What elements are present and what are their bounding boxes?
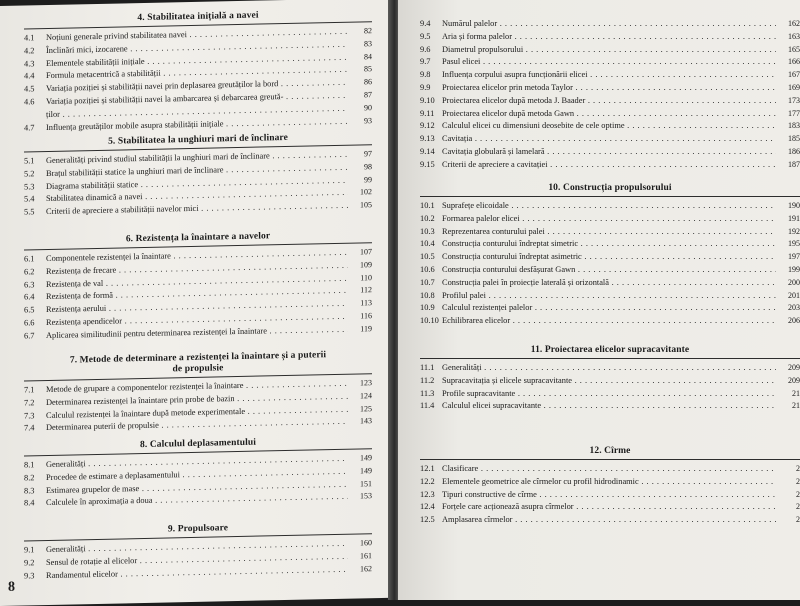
toc-entry-number: 9.4: [420, 19, 431, 28]
toc-entry-page: 85: [364, 64, 372, 74]
left-page: [0, 0, 392, 606]
toc-entry-title: Rezistența de val . . .: [46, 272, 348, 291]
toc-entry-number: 10.3: [420, 226, 435, 236]
toc-entry-page: 84: [364, 51, 372, 61]
toc-entry-number: 9.5: [420, 31, 431, 41]
toc-entry-page: 190: [788, 201, 800, 210]
toc-entry-number: 12.5: [420, 515, 435, 525]
toc-entry-page: 161: [360, 551, 372, 561]
toc-entry-number: 9.3: [24, 570, 35, 581]
toc-entry-page: 199: [788, 264, 800, 274]
toc-entry-title: Proiectarea elicelor prin metoda Taylor . . .: [442, 82, 776, 95]
toc-entry-title: Aplicarea similitudinii pentru determinarea rezistenței la înaintare . . .: [46, 323, 348, 342]
toc-entry-number: 4.5: [24, 84, 35, 94]
toc-entry-title: Metode de grupare a componentelor rezistenței la înaintare . . .: [46, 378, 348, 397]
toc-entry: [420, 120, 800, 133]
toc-entry-title: Proiectarea elicelor după metoda J. Baader . . .: [442, 95, 776, 108]
toc-entry: [420, 146, 800, 159]
toc-entry-page: 124: [360, 391, 372, 401]
toc-entry: [420, 290, 800, 303]
toc-entry-number: 6.4: [24, 292, 35, 302]
section-heading-continued: de propulsie: [172, 363, 224, 375]
toc-entry-number: 10.2: [420, 213, 435, 223]
toc-entry-page: 86: [364, 77, 372, 87]
toc-entry: [420, 56, 800, 69]
toc-entry: [420, 200, 800, 213]
toc-entry-number: 6.2: [24, 267, 35, 277]
toc-entry-page: 151: [360, 478, 372, 489]
toc-entry-number: 5.3: [24, 181, 35, 192]
toc-entry-title: Calculul elicei supracavitante . . .: [442, 400, 776, 413]
toc-entry: [420, 226, 800, 239]
toc-entry-number: 8.2: [24, 473, 35, 483]
toc-entry-page: 123: [360, 378, 372, 388]
toc-entry: [420, 108, 800, 121]
toc-entry-number: 4.1: [24, 33, 35, 43]
toc-entry-number: 9.14: [420, 146, 435, 156]
toc-entry-number: 9.10: [420, 95, 435, 105]
toc-entry-page: 192: [788, 226, 800, 236]
toc-entry-title: Clasificare . . .: [442, 463, 776, 476]
toc-entry-page: 83: [364, 39, 372, 49]
toc-entry: [420, 95, 800, 108]
toc-entry-page: 173: [788, 95, 800, 105]
toc-section: [420, 345, 800, 413]
toc-entry: [420, 251, 800, 264]
toc-entry-page: 2: [796, 515, 800, 525]
toc-entry-page: 119: [360, 323, 372, 334]
toc-entry-title: Formarea palelor elicei . . .: [442, 213, 776, 226]
toc-entry-page: 2: [796, 502, 800, 512]
toc-entry-page: 110: [360, 272, 372, 283]
toc-entry-number: 7.1: [24, 385, 35, 395]
toc-entry-title: Variația poziției și stabilității navei prin deplasarea greutăților la bord . . .: [46, 77, 348, 96]
toc-section: [24, 8, 372, 135]
toc-entry-title: Elementele stabilității inițiale . . .: [46, 51, 348, 70]
toc-entry-title: Determinarea rezistenței la înaintare prin probe de bazin . . .: [46, 391, 348, 410]
toc-entry-title: Calculul rezistenței palelor . . .: [442, 302, 776, 315]
toc-entry-title: Estimarea grupelor de mase . . .: [46, 478, 348, 497]
toc-entry-number: 11.2: [420, 375, 435, 385]
toc-entry-number: 6.3: [24, 279, 35, 290]
toc-entry-title: Calculul elicei cu dimensiuni deosebite de cele optime . . .: [442, 120, 776, 133]
toc-entry-page: 21: [792, 401, 800, 411]
toc-entry: [420, 362, 800, 375]
toc-entry-number: 9.2: [24, 558, 35, 568]
section-rule: [420, 459, 800, 460]
toc-entry-number: 10.4: [420, 239, 435, 249]
toc-section: [420, 183, 800, 328]
toc-entry-title: Generalități . . .: [46, 453, 348, 472]
toc-entry: [420, 159, 800, 172]
toc-entry-page: 90: [364, 102, 372, 113]
toc-entry-number: 4.2: [24, 46, 35, 56]
toc-entry-title: Forțele care acționează asupra cîrmelor . . .: [442, 501, 776, 514]
toc-entry-page: 177: [788, 108, 800, 118]
toc-entry: [420, 277, 800, 290]
toc-entry-number: 10.6: [420, 264, 435, 274]
toc-entry-page: 149: [360, 453, 372, 463]
toc-entry: [420, 302, 800, 315]
toc-entry-number: 12.3: [420, 489, 435, 499]
toc-entry-page: 206: [788, 316, 800, 326]
section-heading: 8. Calculul deplasamentului: [140, 437, 256, 451]
toc-entry-number: 10.1: [420, 201, 435, 210]
toc-entry-title-continued: ților . . .: [46, 102, 348, 121]
toc-entry-number: 12.4: [420, 502, 435, 512]
toc-entry-number: 6.5: [24, 305, 35, 315]
toc-entry: [420, 463, 800, 476]
toc-entry-number: 9.1: [24, 545, 35, 555]
toc-entry: [420, 82, 800, 95]
toc-entry-title: Construcția conturului îndreptat asimetric . . .: [442, 251, 776, 264]
toc-entry-number: 7.3: [24, 410, 35, 421]
toc-entry-number: 4.4: [24, 71, 35, 81]
toc-entry-page: 197: [788, 252, 800, 262]
toc-entry-page: 183: [788, 121, 800, 131]
toc-entry-page: 116: [360, 311, 372, 321]
toc-entry-title: Brațul stabilității statice la unghiuri mari de înclinare . . .: [46, 162, 348, 181]
section-heading: 9. Propulsoare: [167, 523, 229, 535]
toc-entry-number: 9.9: [420, 82, 431, 92]
toc-entry-number: 11.4: [420, 401, 435, 411]
toc-entry-title: Supracavitația și elicele supracavitante . . .: [442, 375, 776, 388]
toc-entry-number: 4.7: [24, 122, 35, 133]
toc-entry-number: 10.9: [420, 303, 435, 313]
toc-entry: [420, 44, 800, 57]
toc-entry-number: 7.2: [24, 398, 35, 408]
toc-entry-title: Rezistența de frecare . . .: [46, 260, 348, 279]
toc-entry-number: 10.7: [420, 277, 435, 287]
toc-entry-page: 98: [364, 162, 372, 172]
toc-entry-title: Cavitația . . .: [442, 133, 776, 146]
toc-entry-number: 10.5: [420, 252, 435, 262]
toc-entry-page: 209: [788, 363, 800, 372]
toc-entry-number: 8.3: [24, 485, 35, 496]
toc-entry-title: Echilibrarea elicelor . . .: [442, 315, 776, 328]
toc-entry-title: Determinarea puterii de propulsie . . .: [46, 416, 348, 435]
toc-entry-number: 9.13: [420, 134, 435, 144]
toc-entry-page: 163: [788, 31, 800, 41]
toc-entry-page: 200: [788, 277, 800, 287]
toc-entry-title: Înclinări mici, izocarene . . .: [46, 39, 348, 58]
toc-entry-number: 12.2: [420, 476, 435, 486]
toc-entry-title: Pasul elicei . . .: [442, 56, 776, 69]
section-heading: 7. Metode de determinare a rezistenței la înaintare și a puterii: [69, 350, 327, 366]
toc-entry-page: 107: [360, 247, 372, 257]
toc-entry-number: 10.8: [420, 290, 435, 300]
toc-entry-number: 6.7: [24, 331, 35, 341]
toc-entry-page: 166: [788, 57, 800, 67]
toc-entry-title: Criterii de apreciere a cavitației . . .: [442, 159, 776, 172]
toc-entry-page: 2: [796, 464, 800, 473]
toc-entry-number: 4.3: [24, 58, 35, 69]
toc-entry: [420, 501, 800, 514]
toc-entry-title: Profile supracavitante . . .: [442, 388, 776, 401]
toc-entry-title: Suprafețe elicoidale . . .: [442, 200, 776, 213]
section-heading: 4. Stabilitatea inițială a navei: [137, 10, 259, 24]
toc-entry: [420, 31, 800, 44]
toc-entry-title: Componentele rezistenței la înaintare . . .: [46, 247, 348, 266]
toc-entry-title: Construcția palei în proiecție laterală și orizontală . . .: [442, 277, 776, 290]
toc-entry-page: 160: [360, 538, 372, 548]
toc-entry: [420, 213, 800, 226]
toc-section: [24, 131, 372, 219]
toc-entry-number: 4.6: [24, 97, 35, 107]
toc-entry-number: 6.6: [24, 318, 35, 328]
toc-entry-title: Construcția conturului desfășurat Gawn . . .: [442, 264, 776, 277]
toc-entry-page: 203: [788, 303, 800, 313]
toc-entry-number: 10.10: [420, 316, 439, 326]
toc-entry-title: Generalități . . .: [46, 538, 348, 557]
toc-entry-page: 105: [360, 200, 372, 210]
toc-entry: [420, 264, 800, 277]
toc-entry-page: 21: [792, 388, 800, 398]
toc-entry-number: 5.5: [24, 207, 35, 217]
toc-section: [24, 435, 372, 510]
toc-entry-title: Tipuri constructive de cîrme . . .: [442, 489, 776, 502]
section-heading: 12. Cîrme: [589, 446, 631, 456]
toc-entry: [420, 514, 800, 527]
toc-entry-page: 113: [360, 298, 372, 308]
toc-entry-page: 149: [360, 466, 372, 476]
toc-entry-page: 99: [364, 174, 372, 184]
toc-entry-title: Reprezentarea conturului palei . . .: [442, 226, 776, 239]
toc-entry: [420, 133, 800, 146]
toc-entry-page: 195: [788, 239, 800, 249]
toc-section: [24, 520, 372, 583]
toc-entry-page: 102: [360, 187, 372, 197]
toc-entry-title: Criterii de apreciere a stabilității navelor mici . . .: [46, 200, 348, 219]
toc-entry: [420, 476, 800, 489]
toc-entry-title: Diagrama stabilității statice . . .: [46, 174, 348, 193]
toc-entry-number: 9.15: [420, 159, 435, 169]
toc-entry-page: 97: [364, 149, 372, 159]
left-toc-column: [24, 0, 372, 581]
toc-entry-number: 9.11: [420, 108, 435, 118]
section-rule: [420, 196, 800, 197]
toc-entry-page: 191: [788, 213, 800, 223]
toc-entry-title: Stabilitatea dinamică a navei . . .: [46, 187, 348, 206]
toc-entry-page: 109: [360, 260, 372, 270]
toc-entry-title: Calculul rezistenței la înaintare după metode experimentale . . .: [46, 403, 348, 422]
toc-entry-page: 143: [360, 416, 372, 426]
toc-entry-title: Generalități privind studiul stabilității la unghiuri mari de înclinare . . .: [46, 149, 348, 168]
toc-entry-page: 2: [796, 476, 800, 486]
toc-entry-page: 167: [788, 70, 800, 80]
toc-entry-page: 209: [788, 375, 800, 385]
section-rule: [420, 358, 800, 359]
toc-entry-number: 5.1: [24, 156, 35, 166]
toc-entry-title: Generalități . . .: [442, 362, 776, 375]
toc-entry: [420, 315, 800, 328]
toc-entry-page: 169: [788, 82, 800, 92]
toc-entry-page: 112: [360, 285, 372, 295]
toc-entry-number: 9.6: [420, 44, 431, 54]
toc-entry-title: Numărul palelor . . .: [442, 18, 776, 31]
toc-entry-number: 12.1: [420, 464, 435, 473]
toc-entry-title: Sensul de rotație al elicelor . . .: [46, 551, 348, 570]
toc-entry-number: 8.4: [24, 498, 35, 508]
toc-entry-page: 2: [796, 489, 800, 499]
section-heading: 10. Construcția propulsorului: [548, 183, 672, 193]
toc-section: [24, 229, 372, 343]
toc-entry: [420, 489, 800, 502]
toc-entry-page: 153: [360, 491, 372, 501]
toc-entry: [420, 69, 800, 82]
toc-entry-title: Rezistența de formă . . .: [46, 285, 348, 304]
toc-entry-number: 5.2: [24, 169, 35, 179]
page-number: 8: [8, 579, 15, 595]
toc-entry: [420, 238, 800, 251]
toc-entry-page: 165: [788, 44, 800, 54]
toc-entry-title: Variația poziției și stabilității navei la ambarcarea și debarcarea greută- . . .: [46, 90, 348, 109]
toc-entry-title: Profilul palei . . .: [442, 290, 776, 303]
toc-entry-title: Formula metacentrică a stabilității . . .: [46, 64, 348, 83]
toc-entry-title: Aria și forma palelor . . .: [442, 31, 776, 44]
toc-section-continued: [420, 18, 800, 172]
toc-entry-page: 162: [788, 19, 800, 28]
toc-entry-title: Amplasarea cîrmelor . . .: [442, 514, 776, 527]
toc-entry-number: 5.4: [24, 194, 35, 204]
toc-entry: [420, 388, 800, 401]
toc-entry-title: Procedee de estimare a deplasamentului . . .: [46, 466, 348, 485]
toc-entry-title: Rezistența apendicelor . . .: [46, 311, 348, 330]
right-page: [398, 0, 800, 600]
toc-entry-title: Influența greutăților mobile asupra stabilității inițiale . . .: [46, 115, 348, 134]
toc-entry-page: 187: [788, 159, 800, 169]
section-heading: 5. Stabilitatea la unghiuri mari de înclinare: [108, 132, 288, 147]
toc-entry-number: 9.12: [420, 121, 435, 131]
toc-entry-number: 9.8: [420, 70, 431, 80]
toc-entry-page: 201: [788, 290, 800, 300]
toc-entry-title: Proiectarea elicelor după metoda Gawn . . .: [442, 108, 776, 121]
section-heading: 6. Rezistența la înaintare a navelor: [125, 231, 271, 245]
toc-section: [24, 349, 372, 435]
toc-entry-number: 8.1: [24, 460, 35, 470]
toc-entry-title: Elementele geometrice ale cîrmelor cu profil hidrodinamic . . .: [442, 476, 776, 489]
toc-entry: [420, 18, 800, 31]
toc-entry: [420, 400, 800, 413]
toc-entry-title: Construcția conturului îndreptat simetric . . .: [442, 238, 776, 251]
toc-entry-page: 87: [364, 90, 372, 100]
toc-entry-number: 11.1: [420, 363, 435, 372]
toc-entry-number: 9.7: [420, 57, 431, 67]
toc-entry-page: 185: [788, 134, 800, 144]
toc-entry-number: 11.3: [420, 388, 435, 398]
toc-entry-title: Influența corpului asupra funcționării elicei . . .: [442, 69, 776, 82]
toc-entry-title: Noțiuni generale privind stabilitatea navei . . .: [46, 26, 348, 45]
toc-entry-number: 6.1: [24, 254, 35, 264]
toc-entry-page: 186: [788, 146, 800, 156]
toc-entry-page: 162: [360, 563, 372, 574]
toc-entry-title: Randamentul elicelor . . .: [46, 563, 348, 582]
toc-entry: [420, 375, 800, 388]
toc-entry-page: 93: [364, 115, 372, 125]
toc-entry-title: Cavitația globulară și lamelară . . .: [442, 146, 776, 159]
section-heading: 11. Proiectarea elicelor supracavitante: [530, 345, 690, 355]
toc-entry-title: Calculele în aproximația a doua . . .: [46, 491, 348, 510]
toc-entry-title: Diametrul propulsorului . . .: [442, 44, 776, 57]
toc-entry-title: Rezistența aerului . . .: [46, 298, 348, 317]
toc-entry-page: 82: [364, 26, 372, 36]
toc-section: [420, 446, 800, 527]
toc-entry-number: 7.4: [24, 423, 35, 433]
toc-entry-page: 125: [360, 403, 372, 414]
